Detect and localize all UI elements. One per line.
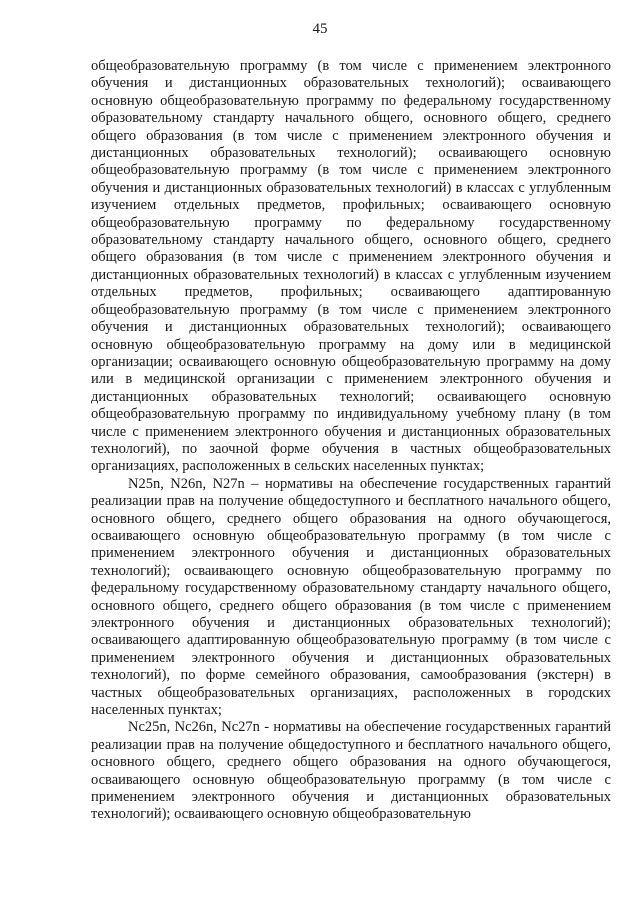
paragraph-continuation: общеобразовательную программу (в том числе с применением электронного обучения и дистанционных образовательных технологий); осваивающего основную общеобразовательную программу по федеральному государственному образовательному стандарту начального общего, основного общего, среднего общего образования (в том числе с применением электронного обучения и дистанционных образовательных технологий); осваивающего основную общеобразовательную программу (в том числе с применением электронного обучения и дистанционных образовательных технологий) в классах с углубленным изучением отдельных предметов, профильных; осваивающего основную общеобразовательную программу по федеральному государственному образовательному стандарту начального общего, основного общего, среднего общего образования (в том числе с применением электронного обучения и дистанционных образовательных технологий) в классах с углубленным изучением отдельных предметов, профильных; осваивающего адаптированную общеобразовательную программу (в том числе с применением электронного обучения и дистанционных образовательных технологий); осваивающего основную общеобразовательную программу на дому или в медицинской организации; осваивающего основную общеобразовательную программу на дому или в медицинской организации с применением электронного обучения и дистанционных образовательных технологий; осваивающего основную общеобразовательную программу по индивидуальному учебному плану (в том числе с применением электронного обучения и дистанционных образовательных технологий), по заочной форме обучения в частных общеобразовательных организациях, расположенных в сельских населенных пунктах; (91, 58, 611, 475)
document-body (91, 58, 611, 824)
paragraph-nc25n-definition: Nс25n, Nс26n, Nс27n - нормативы на обеспечение государственных гарантий реализации прав на получение общедоступного и бесплатного начального общего, основного общего, среднего общего образования на одного обучающегося, осваивающего основную общеобразовательную программу (в том числе с применением электронного обучения и дистанционных образовательных технологий); осваивающего основную общеобразовательную (91, 719, 611, 823)
paragraph-n25n-definition: N25n, N26n, N27n – нормативы на обеспечение государственных гарантий реализации прав на получение общедоступного и бесплатного начального общего, основного общего, среднего общего образования на одного обучающегося, осваивающего основную общеобразовательную программу (в том числе с применением электронного обучения и дистанционных образовательных технологий); осваивающего основную общеобразовательную программу по федеральному государственному образовательному стандарту начального общего, основного общего, среднего общего образования (в том числе с применением электронного обучения и дистанционных образовательных технологий); осваивающего адаптированную общеобразовательную программу (в том числе с применением электронного обучения и дистанционных образовательных технологий), по форме семейного образования, самообразования (экстерн) в частных общеобразовательных организациях, расположенных в городских населенных пунктах; (91, 475, 611, 719)
page-number: 45 (312, 21, 328, 37)
